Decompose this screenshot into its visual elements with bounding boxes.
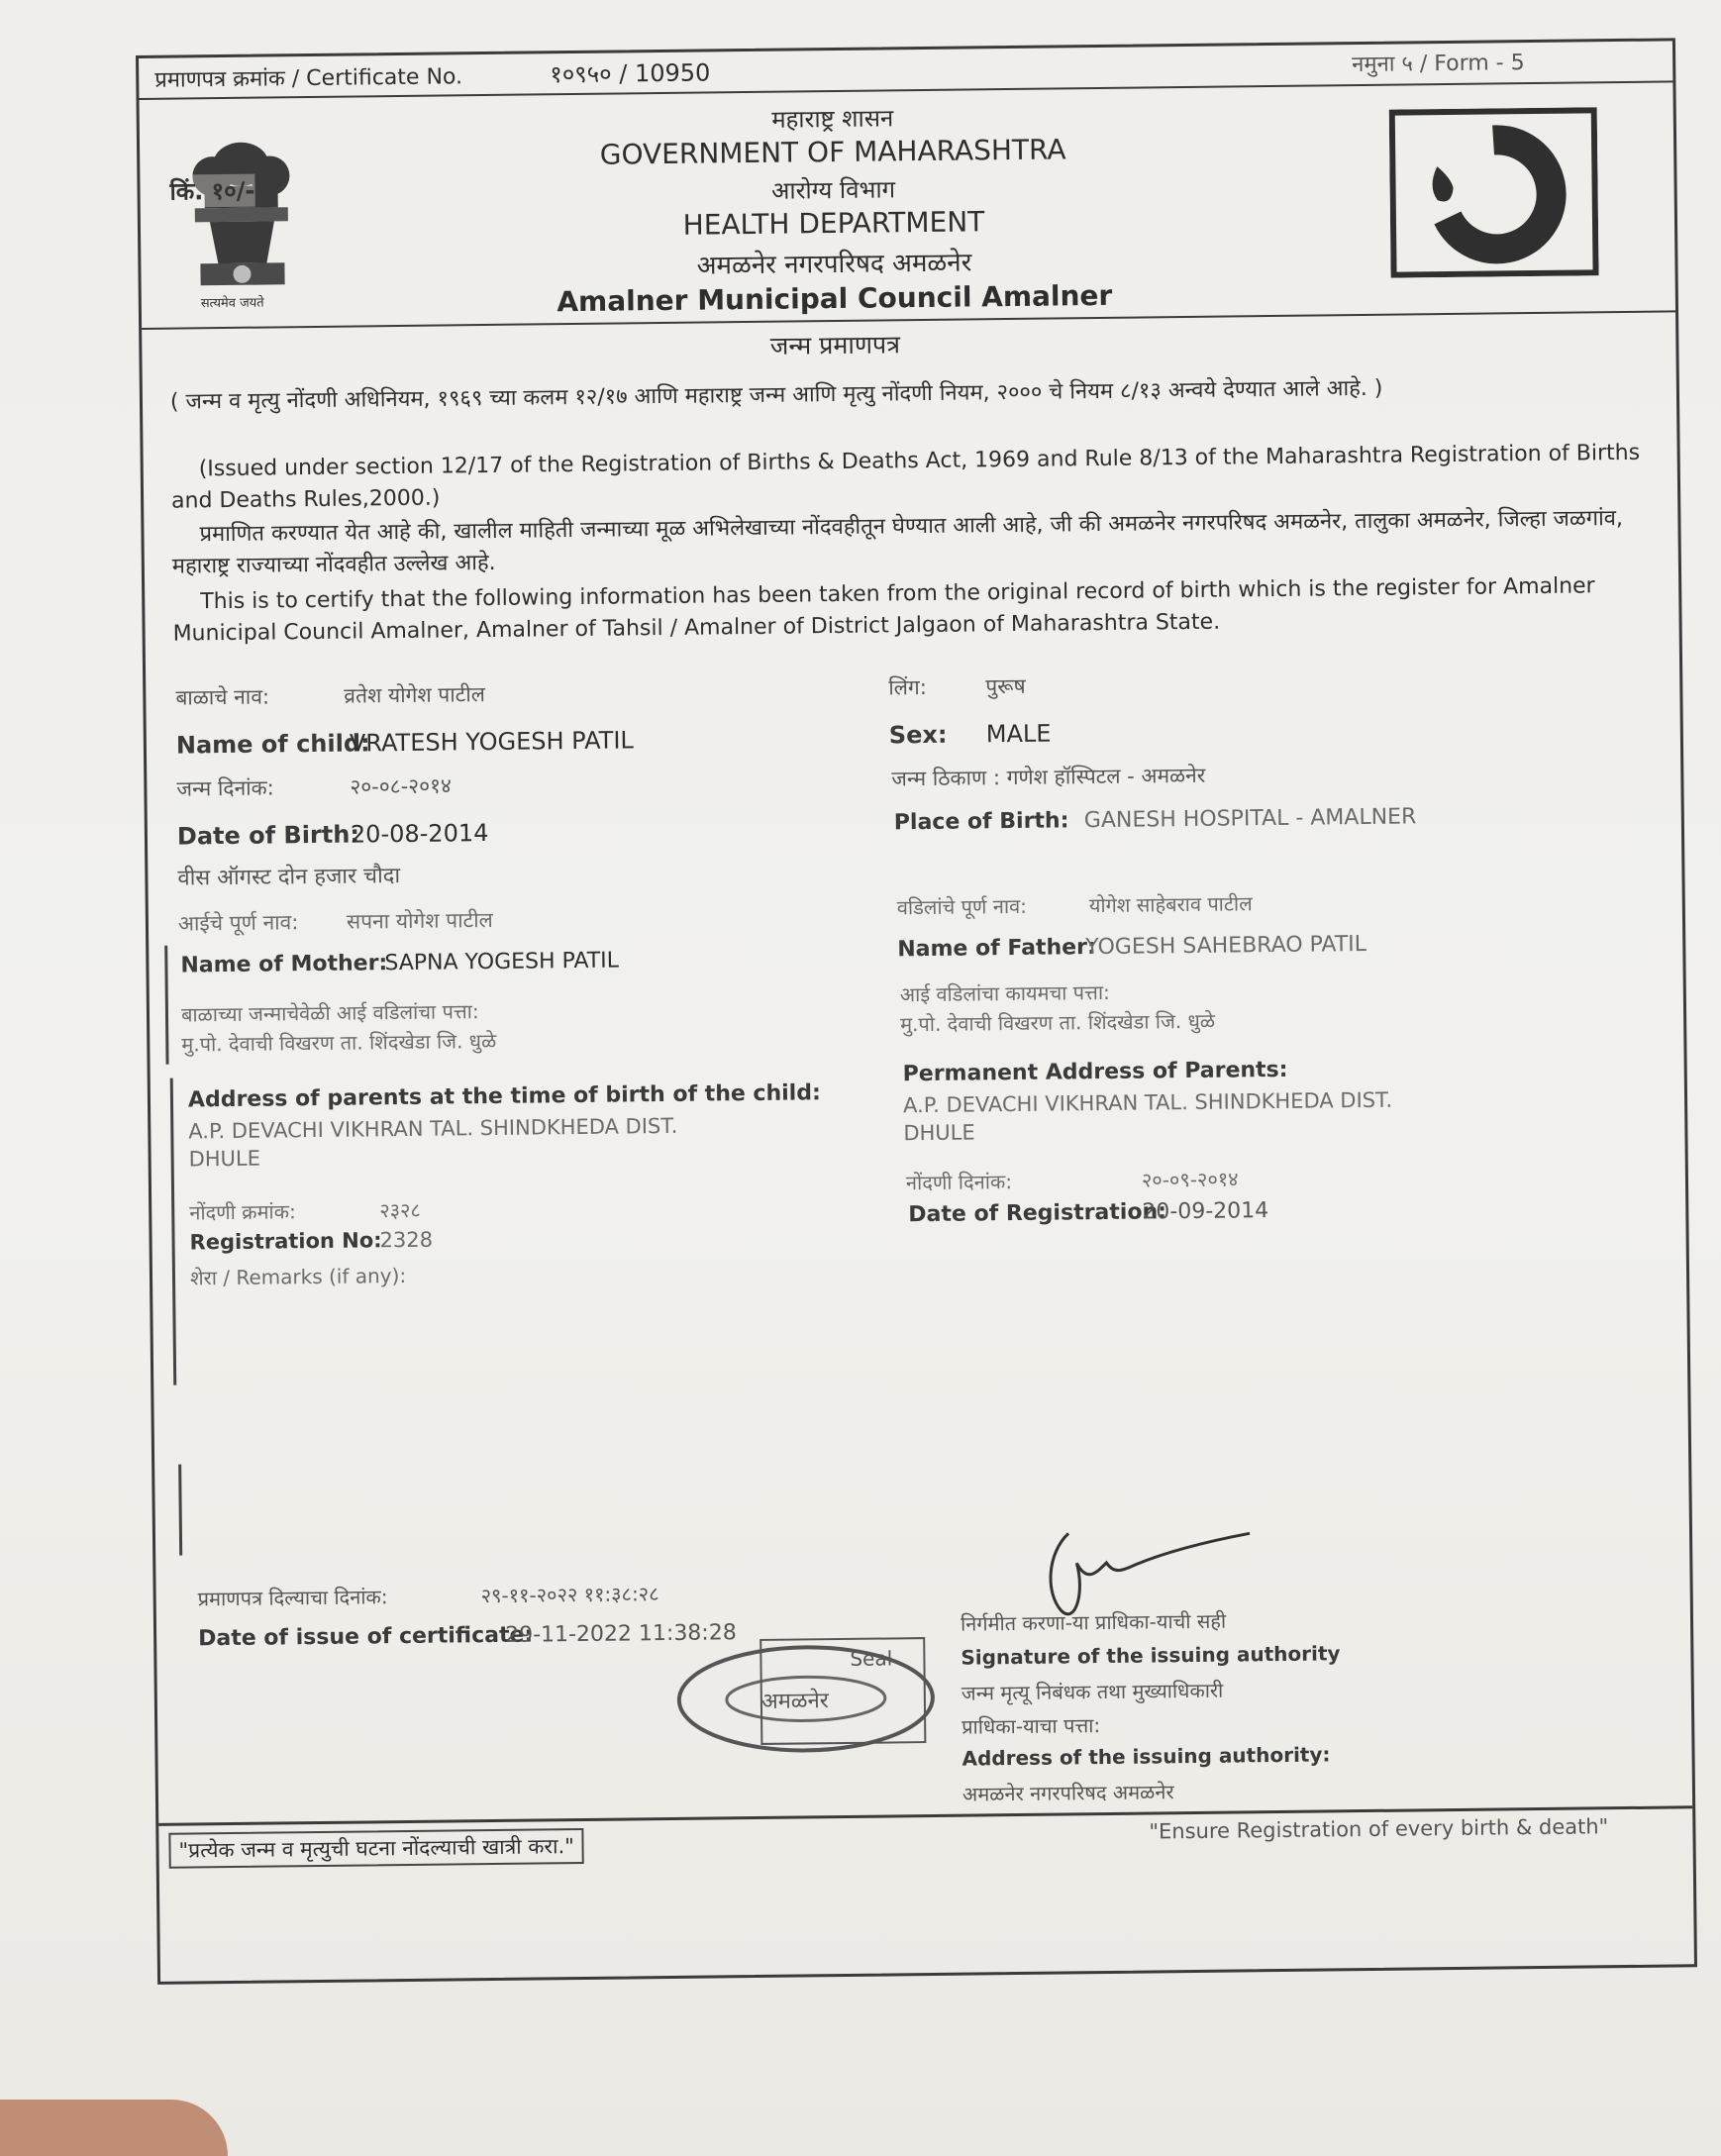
authority-address-value: अमळनेर नगरपरिषद अमळनेर xyxy=(962,1780,1174,1806)
perm-address-value-line2: DHULE xyxy=(903,1120,975,1146)
mother-name-value: SAPNA YOGESH PATIL xyxy=(384,948,620,976)
reg-no-label-mr: नोंदणी क्रमांक: xyxy=(189,1199,296,1225)
issue-date-label-mr: प्रमाणपत्र दिल्याचा दिनांक: xyxy=(197,1585,388,1611)
issued-under-mr: ( जन्म व मृत्यु नोंदणी अधिनियम, १९६९ च्या कलम १२/१७ आणि महाराष्ट्र जन्म आणि मृत्यु नोंदणी नियम, २००० चे नियम ८/१३ अन्वये देण्यात आले आहे. ) xyxy=(169,375,1383,415)
state-emblem-icon xyxy=(174,124,310,309)
father-name-label-mr: वडिलांचे पूर्ण नाव: xyxy=(896,893,1028,920)
birth-address-label: Address of parents at the time of birth of the child: xyxy=(187,1080,821,1113)
issue-date-label: Date of issue of certificate: xyxy=(198,1622,534,1652)
finger-edge xyxy=(0,2100,228,2156)
health-logo-icon xyxy=(1389,107,1599,277)
perm-address-label-mr: आई वडिलांचा कायमचा पत्ता: xyxy=(899,979,1110,1007)
form-number: नमुना ५ / Form - 5 xyxy=(1352,51,1525,78)
birth-certificate xyxy=(136,38,1697,1985)
father-name-value: YOGESH SAHEBRAO PATIL xyxy=(1085,931,1367,961)
seal-center-text: अमळनेर xyxy=(760,1689,829,1714)
margin-line-1 xyxy=(164,946,168,1065)
council-title-en: Amalner Municipal Council Amalner xyxy=(557,278,1113,319)
reg-date-label-mr: नोंदणी दिनांक: xyxy=(905,1170,1013,1195)
issued-under-en: (Issued under section 12/17 of the Registration of Births & Deaths Act, 1969 and Rule 8/13 of the Maharashtra Registration of Births and Deaths Rules,2000.) xyxy=(170,440,1641,514)
dob-label: Date of Birth: xyxy=(176,820,360,851)
fee-stamp: किं. १०/- xyxy=(169,174,254,208)
dob-words-mr: वीस ऑगस्ट दोन हजार चौदा xyxy=(177,864,401,891)
slogan-en: "Ensure Registration of every birth & death" xyxy=(1149,1814,1609,1844)
place-of-birth-label: Place of Birth: xyxy=(893,808,1069,836)
reg-no-label: Registration No: xyxy=(189,1228,382,1255)
birth-address-value-line2: DHULE xyxy=(188,1146,261,1172)
mother-name-label-mr: आईचे पूर्ण नाव: xyxy=(177,910,299,936)
reg-no-value: 2328 xyxy=(379,1227,434,1253)
mother-name-label: Name of Mother: xyxy=(180,951,388,978)
perm-address-label: Permanent Address of Parents: xyxy=(902,1057,1288,1087)
dept-title-en: HEALTH DEPARTMENT xyxy=(682,205,985,242)
reg-date-value: 20-09-2014 xyxy=(1142,1198,1269,1225)
authority-address-label-mr: प्राधिका-याचा पत्ता: xyxy=(962,1713,1101,1739)
dept-title-mr: आरोग्य विभाग xyxy=(770,175,896,205)
perm-address-value-line1: A.P. DEVACHI VIKHRAN TAL. SHINDKHEDA DIST. xyxy=(902,1087,1393,1118)
sex-value: MALE xyxy=(985,719,1052,749)
child-name-label-mr: बाळाचे नाव: xyxy=(175,684,270,710)
sex-label: Sex: xyxy=(888,720,948,750)
child-name-value: VRATESH YOGESH PATIL xyxy=(349,726,634,758)
dob-value-mr: २०-०८-२०१४ xyxy=(350,773,453,799)
gov-title-mr: महाराष्ट्र शासन xyxy=(771,104,894,134)
father-name-label: Name of Father: xyxy=(897,935,1096,963)
place-of-birth-mr: जन्म ठिकाण : गणेश हॉस्पिटल - अमळनेर xyxy=(891,763,1206,791)
dob-label-mr: जन्म दिनांक: xyxy=(176,775,274,801)
slogan-mr: "प्रत्येक जन्म व मृत्युची घटना नोंदल्याची खात्री करा." xyxy=(168,1828,584,1869)
gov-title-en: GOVERNMENT OF MAHARASHTRA xyxy=(599,133,1066,171)
child-name-value-mr: व्रतेश योगेश पाटील xyxy=(344,682,486,708)
margin-line-3 xyxy=(178,1465,182,1556)
father-name-value-mr: योगेश साहेबराव पाटील xyxy=(1088,891,1253,918)
child-name-label: Name of child: xyxy=(175,729,370,760)
authority-address-label: Address of the issuing authority: xyxy=(962,1742,1331,1771)
birth-address-value-line1: A.P. DEVACHI VIKHRAN TAL. SHINDKHEDA DIST. xyxy=(188,1113,678,1144)
council-title-mr: अमळनेर नगरपरिषद अमळनेर xyxy=(696,248,972,281)
place-of-birth-value: GANESH HOSPITAL - AMALNER xyxy=(1083,804,1417,834)
certify-text-mr: प्रमाणित करण्यात येत आहे की, खालील माहिती जन्माच्या मूळ अभिलेखाच्या नोंदवहीतून घेण्यात आली आहे, जी की अमळनेर नगरपरिषद अमळनेर, तालुका अमळनेर, जिल्हा जळगांव, महाराष्ट्र राज्याच्या नोंदवहीत उल्लेख आहे. xyxy=(171,505,1624,579)
reg-date-value-mr: २०-०९-२०१४ xyxy=(1141,1167,1239,1192)
birth-address-value-mr: मु.पो. देवाची विखरण ता. शिंदखेडा जि. धुळे xyxy=(181,1028,497,1057)
reg-date-label: Date of Registration: xyxy=(908,1199,1167,1228)
sex-value-mr: पुरूष xyxy=(985,673,1026,699)
margin-line-2 xyxy=(170,1078,177,1386)
certificate-no-value: १०९५० / 10950 xyxy=(550,58,711,89)
certify-text-en: This is to certify that the following information has been taken from the original record of birth which is the register for Amalner Municipal Council Amalner, Amalner of Tahsil / Amalner of District Jalgaon of Maharashtra State. xyxy=(172,573,1595,647)
remarks-label: शेरा / Remarks (if any): xyxy=(189,1263,407,1290)
signature-label: Signature of the issuing authority xyxy=(961,1641,1341,1670)
perm-address-value-mr: मु.पो. देवाची विखरण ता. शिंदखेडा जि. धुळे xyxy=(900,1008,1216,1037)
mother-name-value-mr: सपना योगेश पाटील xyxy=(346,907,493,934)
issue-date-value-mr: २९-११-२०२२ ११:३८:२८ xyxy=(480,1582,659,1608)
signature-label-mr: निर्गमीत करणा-या प्राधिका-याची सही xyxy=(960,1608,1227,1636)
birth-address-label-mr: बाळाच्या जन्माचेवेळी आई वडिलांचा पत्ता: xyxy=(180,999,479,1027)
dob-value: 20-08-2014 xyxy=(350,819,489,849)
reg-no-value-mr: २३२८ xyxy=(379,1197,421,1223)
certificate-title: जन्म प्रमाणपत्र xyxy=(769,330,901,360)
certificate-no-label: प्रमाणपत्र क्रमांक / Certificate No. xyxy=(154,64,463,93)
registrar-title-mr: जन्म मृत्यू निबंधक तथा मुख्याधिकारी xyxy=(961,1678,1224,1705)
seal-label: Seal xyxy=(850,1646,893,1671)
issue-date-value: 29-11-2022 11:38:28 xyxy=(504,1620,737,1648)
emblem-motto: सत्यमेव जयते xyxy=(200,295,264,312)
sex-label-mr: लिंग: xyxy=(888,674,928,700)
